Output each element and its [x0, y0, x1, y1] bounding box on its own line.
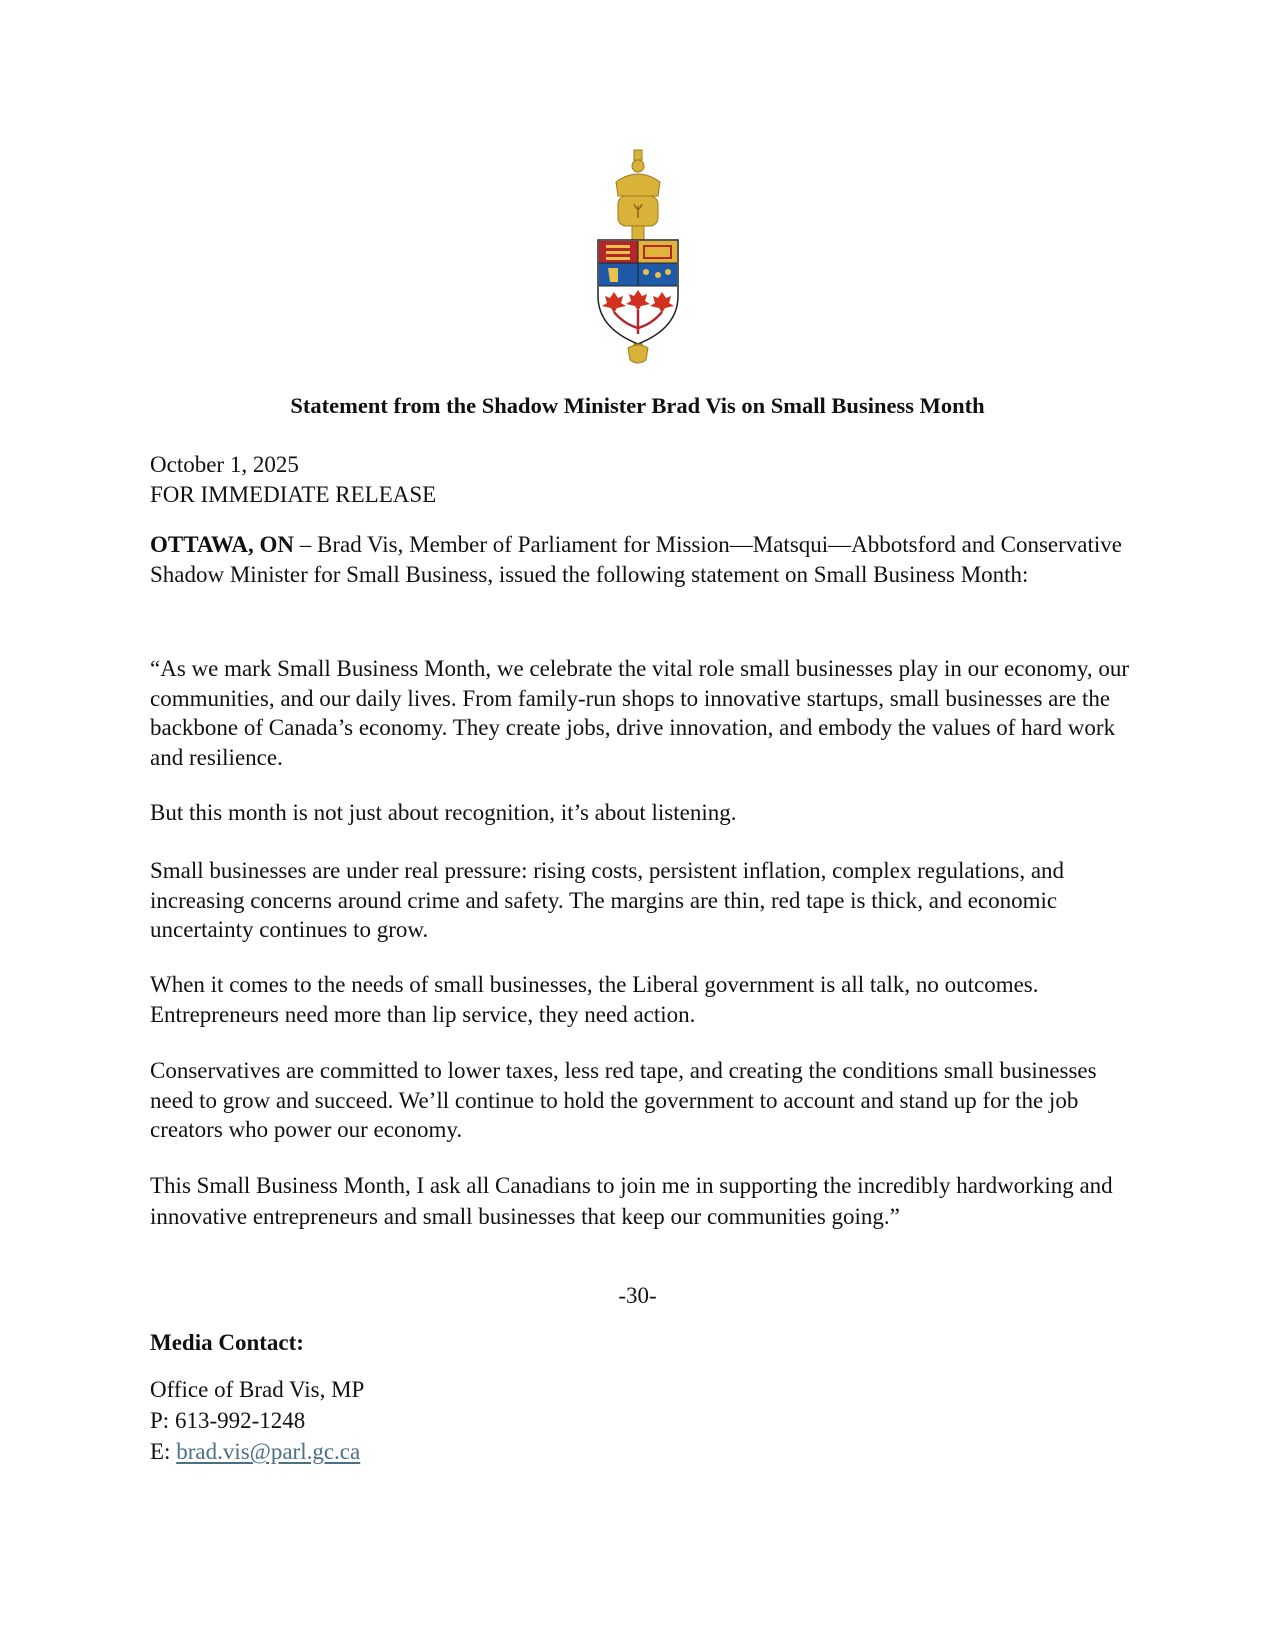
dateline [150, 450, 1140, 509]
contact-office: Office of Brad Vis, MP [150, 1377, 365, 1402]
body-paragraph [150, 798, 1140, 828]
body-paragraph [150, 970, 1140, 1029]
paragraph-text: But this month is not just about recognition, it’s about listening. [150, 800, 737, 825]
parliament-of-canada-crest-icon [584, 148, 692, 364]
contact-email-link[interactable]: brad.vis@parl.gc.ca [176, 1439, 361, 1464]
body-paragraph [150, 856, 1140, 945]
paragraph-text: Small businesses are under real pressure: rising costs, persistent inflation, complex regulations, and increasing concerns around crime and safety. The margins are thin, red tape is thick, and economic uncertainty continues to grow. [150, 858, 1065, 942]
paragraph-text: When it comes to the needs of small businesses, the Liberal government is all talk, no outcomes. Entrepreneurs need more than lip service, they need action. [150, 972, 1039, 1027]
body-paragraph [150, 1170, 1140, 1232]
intro-paragraph [150, 530, 1140, 589]
phone-label: P: [150, 1408, 175, 1433]
paragraph-text: This Small Business Month, I ask all Canadians to join me in supporting the incredibly hardworking and innovative entrepreneurs and small businesses that keep our communities going.” [150, 1173, 1113, 1229]
statement-title: Statement from the Shadow Minister Brad Vis on Small Business Month [290, 393, 985, 418]
release-date: October 1, 2025 [150, 452, 299, 477]
contact-phone-line [150, 1405, 364, 1436]
location-label: OTTAWA, ON [150, 532, 294, 557]
media-contact-heading: Media Contact: [150, 1330, 304, 1355]
release-type: FOR IMMEDIATE RELEASE [150, 481, 437, 507]
contact-phone[interactable]: 613-992-1248 [174, 1408, 306, 1433]
paragraph-text: “As we mark Small Business Month, we celebrate the vital role small businesses play in our economy, our communities, and our daily lives. From family-run shops to innovative startups, small businesses are the backbone of Canada’s economy. They create jobs, drive innovation, and embody the values of hard work and resilience. [150, 656, 1129, 770]
contact-email-line [150, 1436, 364, 1467]
media-contact-details [150, 1374, 364, 1467]
email-label: E: [150, 1439, 177, 1464]
intro-text: – Brad Vis, Member of Parliament for Mission—Matsqui—Abbotsford and Conservative Shadow Minister for Small Business, issued the following statement on Small Business Month: [150, 532, 1122, 587]
paragraph-text: Conservatives are committed to lower taxes, less red tape, and creating the conditions small businesses need to grow and succeed. We’ll continue to hold the government to account and stand up for the job creators who power our economy. [150, 1058, 1097, 1142]
body-paragraph [150, 654, 1140, 772]
body-paragraph [150, 1056, 1140, 1145]
end-of-release-mark: -30- [618, 1283, 657, 1308]
